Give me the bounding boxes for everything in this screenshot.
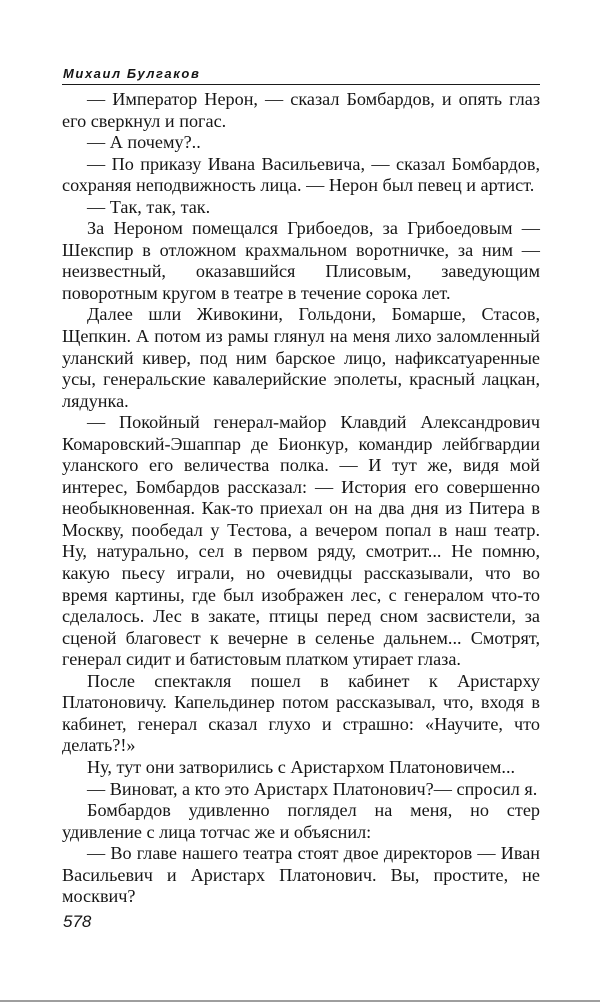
paragraph: После спектакля пошел в кабинет к Аристарху Платоновичу. Капельдинер потом рассказывал, что, входя в кабинет, генерал сказал глухо и страшно: «Научите, что делать?!»: [62, 670, 540, 756]
paragraph: Ну, тут они затворились с Аристархом Платоновичем...: [87, 756, 516, 777]
paragraph: — Во главе нашего театра стоят двое директоров — Иван Васильевич и Аристарх Платонович. Вы, простите, не москвич?: [62, 843, 540, 907]
paragraph: — Покойный генерал-майор Клавдий Александрович Комаровский-Эшаппар де Бионкур, командир лейбгвардии уланского его величества полка. — И тут же, видя мой интерес, Бомбардов рассказал: — История его совершенно необыкновенная. Как-то приехал он на два дня из Питера в Москву, пообедал у Тестова, а вечером попал в наш театр. Ну, натурально, сел в первом ряду, смотрит... Не помню, какую пьесу играли, но очевидцы рассказывали, что во время картины, где был изображен лес, с генералом что-то сделалось. Лес в закате, птицы перед сном засвистели, за сценой благовест к вечерне в селенье дальнем... Смотрят, генерал сидит и батистовым платком утирает глаза.: [62, 412, 540, 670]
paragraph: — А почему?..: [87, 132, 201, 153]
running-head-author: Михаил Булгаков: [62, 64, 540, 85]
paragraph: — По приказу Ивана Васильевича, — сказал Бомбардов, сохраняя неподвижность лица. — Нерон был певец и артист.: [62, 153, 540, 196]
paragraph: — Виноват, а кто это Аристарх Платонович?— спросил я.: [87, 778, 538, 799]
body-text: [62, 89, 540, 908]
paragraph: Далее шли Живокини, Гольдони, Бомарше, Стасов, Щепкин. А потом из рамы глянул на меня лихо заломленный уланский кивер, под ним барское лицо, нафиксатуаренные усы, генеральские кавалерийские эполеты, красный лацкан, лядунка.: [62, 304, 540, 411]
paragraph: Бомбардов удивленно поглядел на меня, но стер удивление с лица тотчас же и объяснил:: [62, 800, 540, 842]
page-number: 578: [63, 911, 92, 931]
paragraph: — Так, так, так.: [87, 196, 211, 217]
paragraph: За Нероном помещался Грибоедов, за Грибоедовым — Шекспир в отложном крахмальном воротничке, за ним — неизвестный, оказавшийся Плисовым, заведующим поворотным кругом в театре в течение сорока лет.: [62, 218, 540, 303]
book-page: [62, 64, 540, 933]
paragraph: — Император Нерон, — сказал Бомбардов, и опять глаз его сверкнул и погас.: [62, 89, 540, 131]
